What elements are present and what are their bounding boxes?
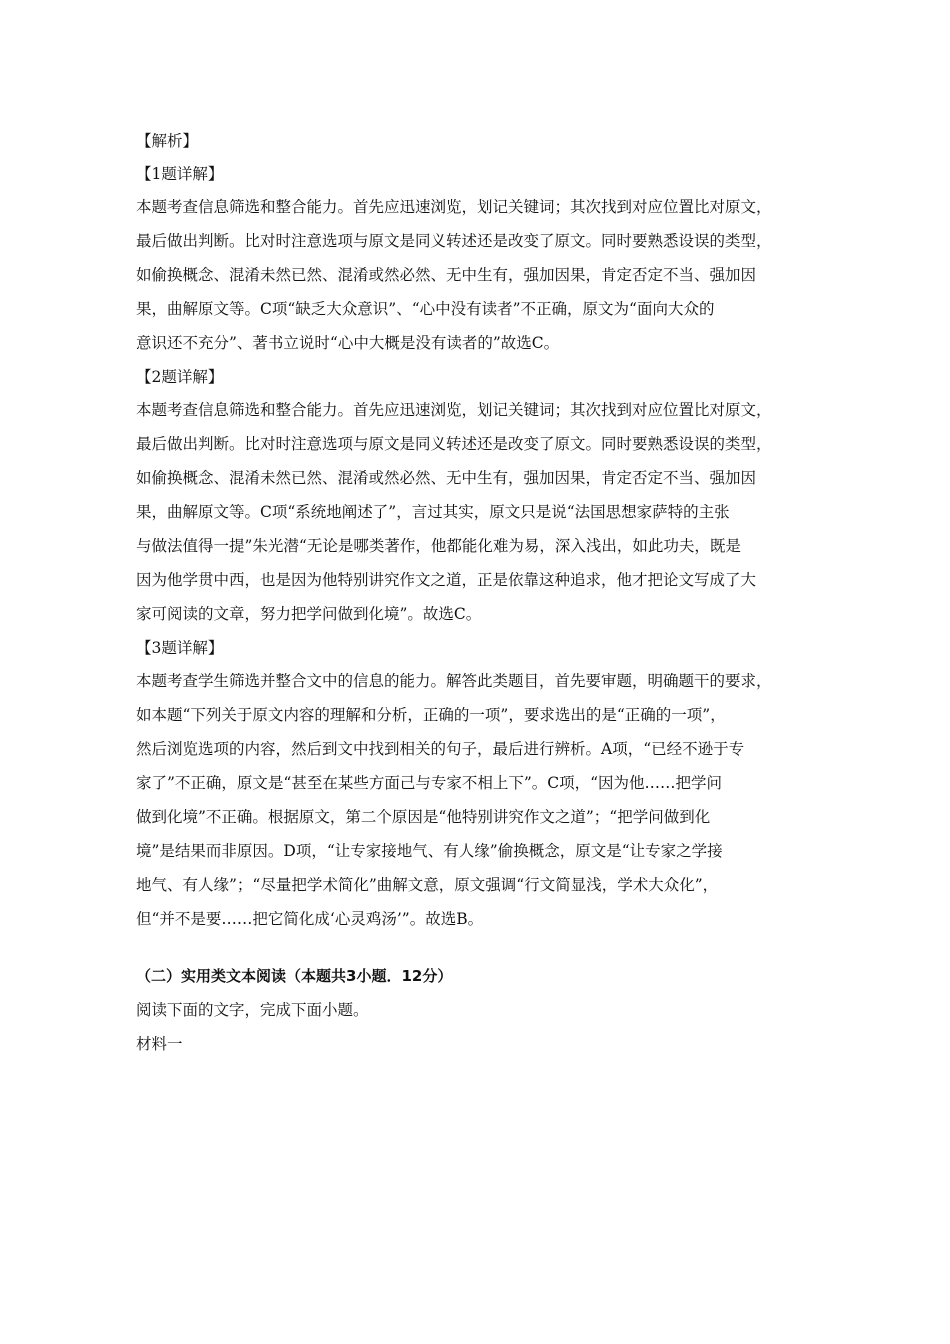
analysis-title: 【解析】 bbox=[136, 131, 199, 150]
q2-label: 【2题详解】 bbox=[136, 367, 224, 386]
paragraph-line: 境”是结果而非原因。D项，“让专家接地气、有人缘”偷换概念，原文是“让专家之学接 bbox=[136, 842, 723, 860]
paragraph-line: 本题考查信息筛选和整合能力。首先应迅速浏览，划记关键词；其次找到对应位置比对原文， bbox=[136, 198, 772, 216]
paragraph-line: 最后做出判断。比对时注意选项与原文是同义转述还是改变了原文。同时要熟悉设误的类型， bbox=[136, 435, 772, 453]
document-body bbox=[136, 124, 836, 1060]
paragraph-line: 因为他学贯中西，也是因为他特别讲究作文之道，正是依靠这种追求，他才把论文写成了大 bbox=[136, 571, 757, 589]
q2-paragraph bbox=[136, 393, 836, 631]
paragraph-line: 家了”不正确，原文是“甚至在某些方面己与专家不相上下”。C项，“因为他……把学问 bbox=[136, 774, 723, 792]
section-spacer bbox=[136, 936, 836, 958]
paragraph-line: 如偷换概念、混淆未然已然、混淆或然必然、无中生有，强加因果，肯定否定不当、强加因 bbox=[136, 266, 757, 284]
paragraph-line: 然后浏览选项的内容，然后到文中找到相关的句子，最后进行辨析。A项，“已经不逊于专 bbox=[136, 740, 745, 758]
section-heading: （二）实用类文本阅读（本题共3小题．12分） bbox=[136, 966, 453, 985]
paragraph-line: 本题考查信息筛选和整合能力。首先应迅速浏览，划记关键词；其次找到对应位置比对原文， bbox=[136, 401, 772, 419]
instruction-text: 阅读下面的文字，完成下面小题。 bbox=[136, 1001, 369, 1019]
paragraph-line: 果，曲解原文等。C项“缺乏大众意识”、“心中没有读者”不正确，原文为“面向大众的 bbox=[136, 300, 715, 318]
paragraph-line: 果，曲解原文等。C项“系统地阐述了”，言过其实，原文只是说“法国思想家萨特的主张 bbox=[136, 503, 730, 521]
material-label: 材料一 bbox=[136, 1035, 183, 1053]
paragraph-line: 最后做出判断。比对时注意选项与原文是同义转述还是改变了原文。同时要熟悉设误的类型， bbox=[136, 232, 772, 250]
q3-label: 【3题详解】 bbox=[136, 638, 224, 657]
paragraph-line: 本题考查学生筛选并整合文中的信息的能力。解答此类题目，首先要审题，明确题干的要求， bbox=[136, 672, 772, 690]
q1-label: 【1题详解】 bbox=[136, 164, 224, 183]
paragraph-line: 家可阅读的文章，努力把学问做到化境”。故选C。 bbox=[136, 605, 482, 623]
q3-paragraph bbox=[136, 664, 836, 936]
paragraph-line: 做到化境”不正确。根据原文，第二个原因是“他特别讲究作文之道”；“把学问做到化 bbox=[136, 808, 711, 826]
paragraph-line: 如偷换概念、混淆未然已然、混淆或然必然、无中生有，强加因果，肯定否定不当、强加因 bbox=[136, 469, 757, 487]
paragraph-line: 如本题“下列关于原文内容的理解和分析，正确的一项”，要求选出的是“正确的一项”， bbox=[136, 706, 726, 724]
paragraph-line: 意识还不充分”、著书立说时“心中大概是没有读者的”故选C。 bbox=[136, 334, 560, 352]
paragraph-line: 但“并不是要……把它简化成‘心灵鸡汤’”。故选B。 bbox=[136, 910, 484, 928]
paragraph-line: 地气、有人缘”；“尽量把学术简化”曲解文意，原文强调“行文简显浅，学术大众化”， bbox=[136, 876, 719, 894]
paragraph-line: 与做法值得一提”朱光潜“无论是哪类著作，他都能化难为易，深入浅出，如此功夫，既是 bbox=[136, 537, 741, 555]
q1-paragraph bbox=[136, 190, 836, 360]
